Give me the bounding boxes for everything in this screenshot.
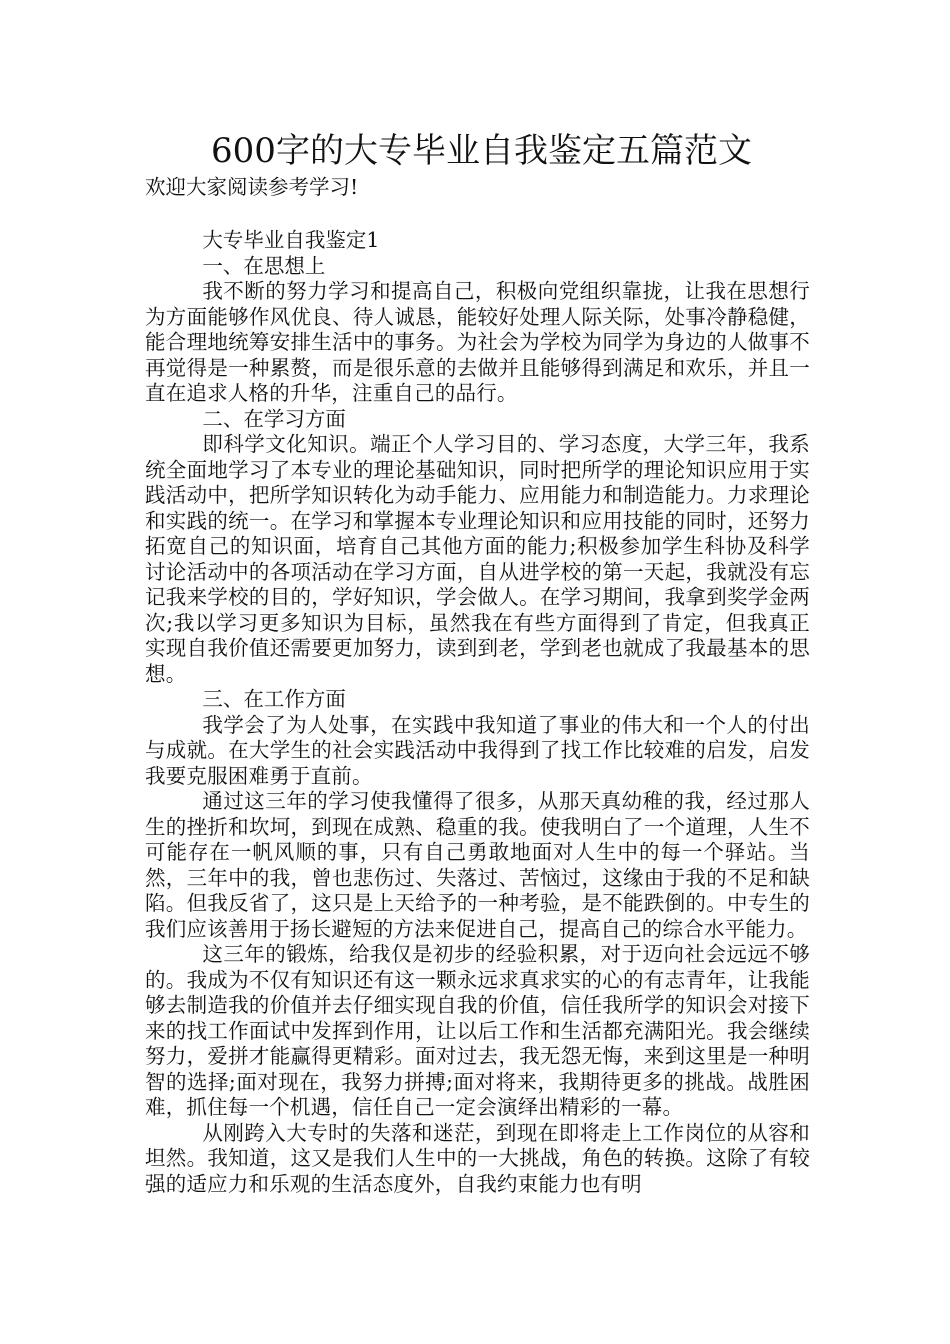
paragraph-study: 即科学文化知识。端正个人学习目的、学习态度，大学三年，我系统全面地学习了本专业的理论基础知识，同时把所学的理论知识应用于实践活动中，把所学知识转化为动手能力、应用能力和制造能力。力求理论和实践的统一。在学习和掌握本专业理论知识和应用技能的同时，还努力拓宽自己的知识面，培育自己其他方面的能力;积极参加学生科协及科学讨论活动中的各项活动在学习方面，自从进学校的第一天起，我就没有忘记我来学校的目的，学好知识，学会做人。在学习期间，我拿到奖学金两次;我以学习更多知识为目标，虽然我在有些方面得到了肯定，但我真正实现自我价值还需要更加努力，读到到老，学到老也就成了我最基本的思想。: [145, 432, 810, 686]
section-title: 大专毕业自我鉴定1: [202, 228, 380, 252]
heading-work: 三、在工作方面: [202, 687, 346, 711]
paragraph-ideology: 我不断的努力学习和提高自己，积极向党组织靠拢，让我在思想行为方面能够作风优良、待人诚恳，能较好处理人际关际，处事冷静稳健，能合理地统筹安排生活中的事务。为社会为学校为同学为身边的人做事不再觉得是一种累赘，而是很乐意的去做并且能够得到满足和欢乐，并且一直在追求人格的升华，注重自己的品行。: [145, 279, 810, 405]
document-page: [145, 128, 810, 1197]
heading-study: 二、在学习方面: [202, 406, 346, 431]
paragraph-work: 我学会了为人处事，在实践中我知道了事业的伟大和一个人的付出与成就。在大学生的社会实践活动中我得到了找工作比较难的启发，启发我要克服困难勇于直前。: [145, 712, 810, 788]
heading-ideology: 一、在思想上: [202, 253, 326, 278]
welcome-line: 欢迎大家阅读参考学习!: [145, 175, 359, 199]
paragraph-transition: 从刚跨入大专时的失落和迷茫，到现在即将走上工作岗位的从容和坦然。我知道，这又是我们人生中的一大挑战，角色的转换。这除了有较强的适应力和乐观的生活态度外，自我约束能力也有明: [145, 1120, 810, 1196]
document-title: 600字的大专毕业自我鉴定五篇范文: [211, 131, 752, 171]
paragraph-training: 这三年的锻炼，给我仅是初步的经验积累，对于迈向社会远远不够的。我成为不仅有知识还有这一颗永远求真求实的心的有志青年，让我能够去制造我的价值并去仔细实现自我的价值，信任我所学的知识会对接下来的找工作面试中发挥到作用，让以后工作和生活都充满阳光。我会继续努力，爱拼才能赢得更精彩。面对过去，我无怨无悔，来到这里是一种明智的选择;面对现在，我努力拼搏;面对将来，我期待更多的挑战。战胜困难，抓住每一个机遇，信任自己一定会演绎出精彩的一幕。: [145, 942, 810, 1119]
paragraph-growth: 通过这三年的学习使我懂得了很多，从那天真幼稚的我，经过那人生的挫折和坎坷，到现在成熟、稳重的我。使我明白了一个道理，人生不可能存在一帆风顺的事，只有自己勇敢地面对人生中的每一个驿站。当然，三年中的我，曾也悲伤过、失落过、苦恼过，这缘由于我的不足和缺陷。但我反省了，这只是上天给予的一种考验，是不能跌倒的。中专生的我们应该善用于扬长避短的方法来促进自己，提高自己的综合水平能力。: [145, 789, 810, 941]
